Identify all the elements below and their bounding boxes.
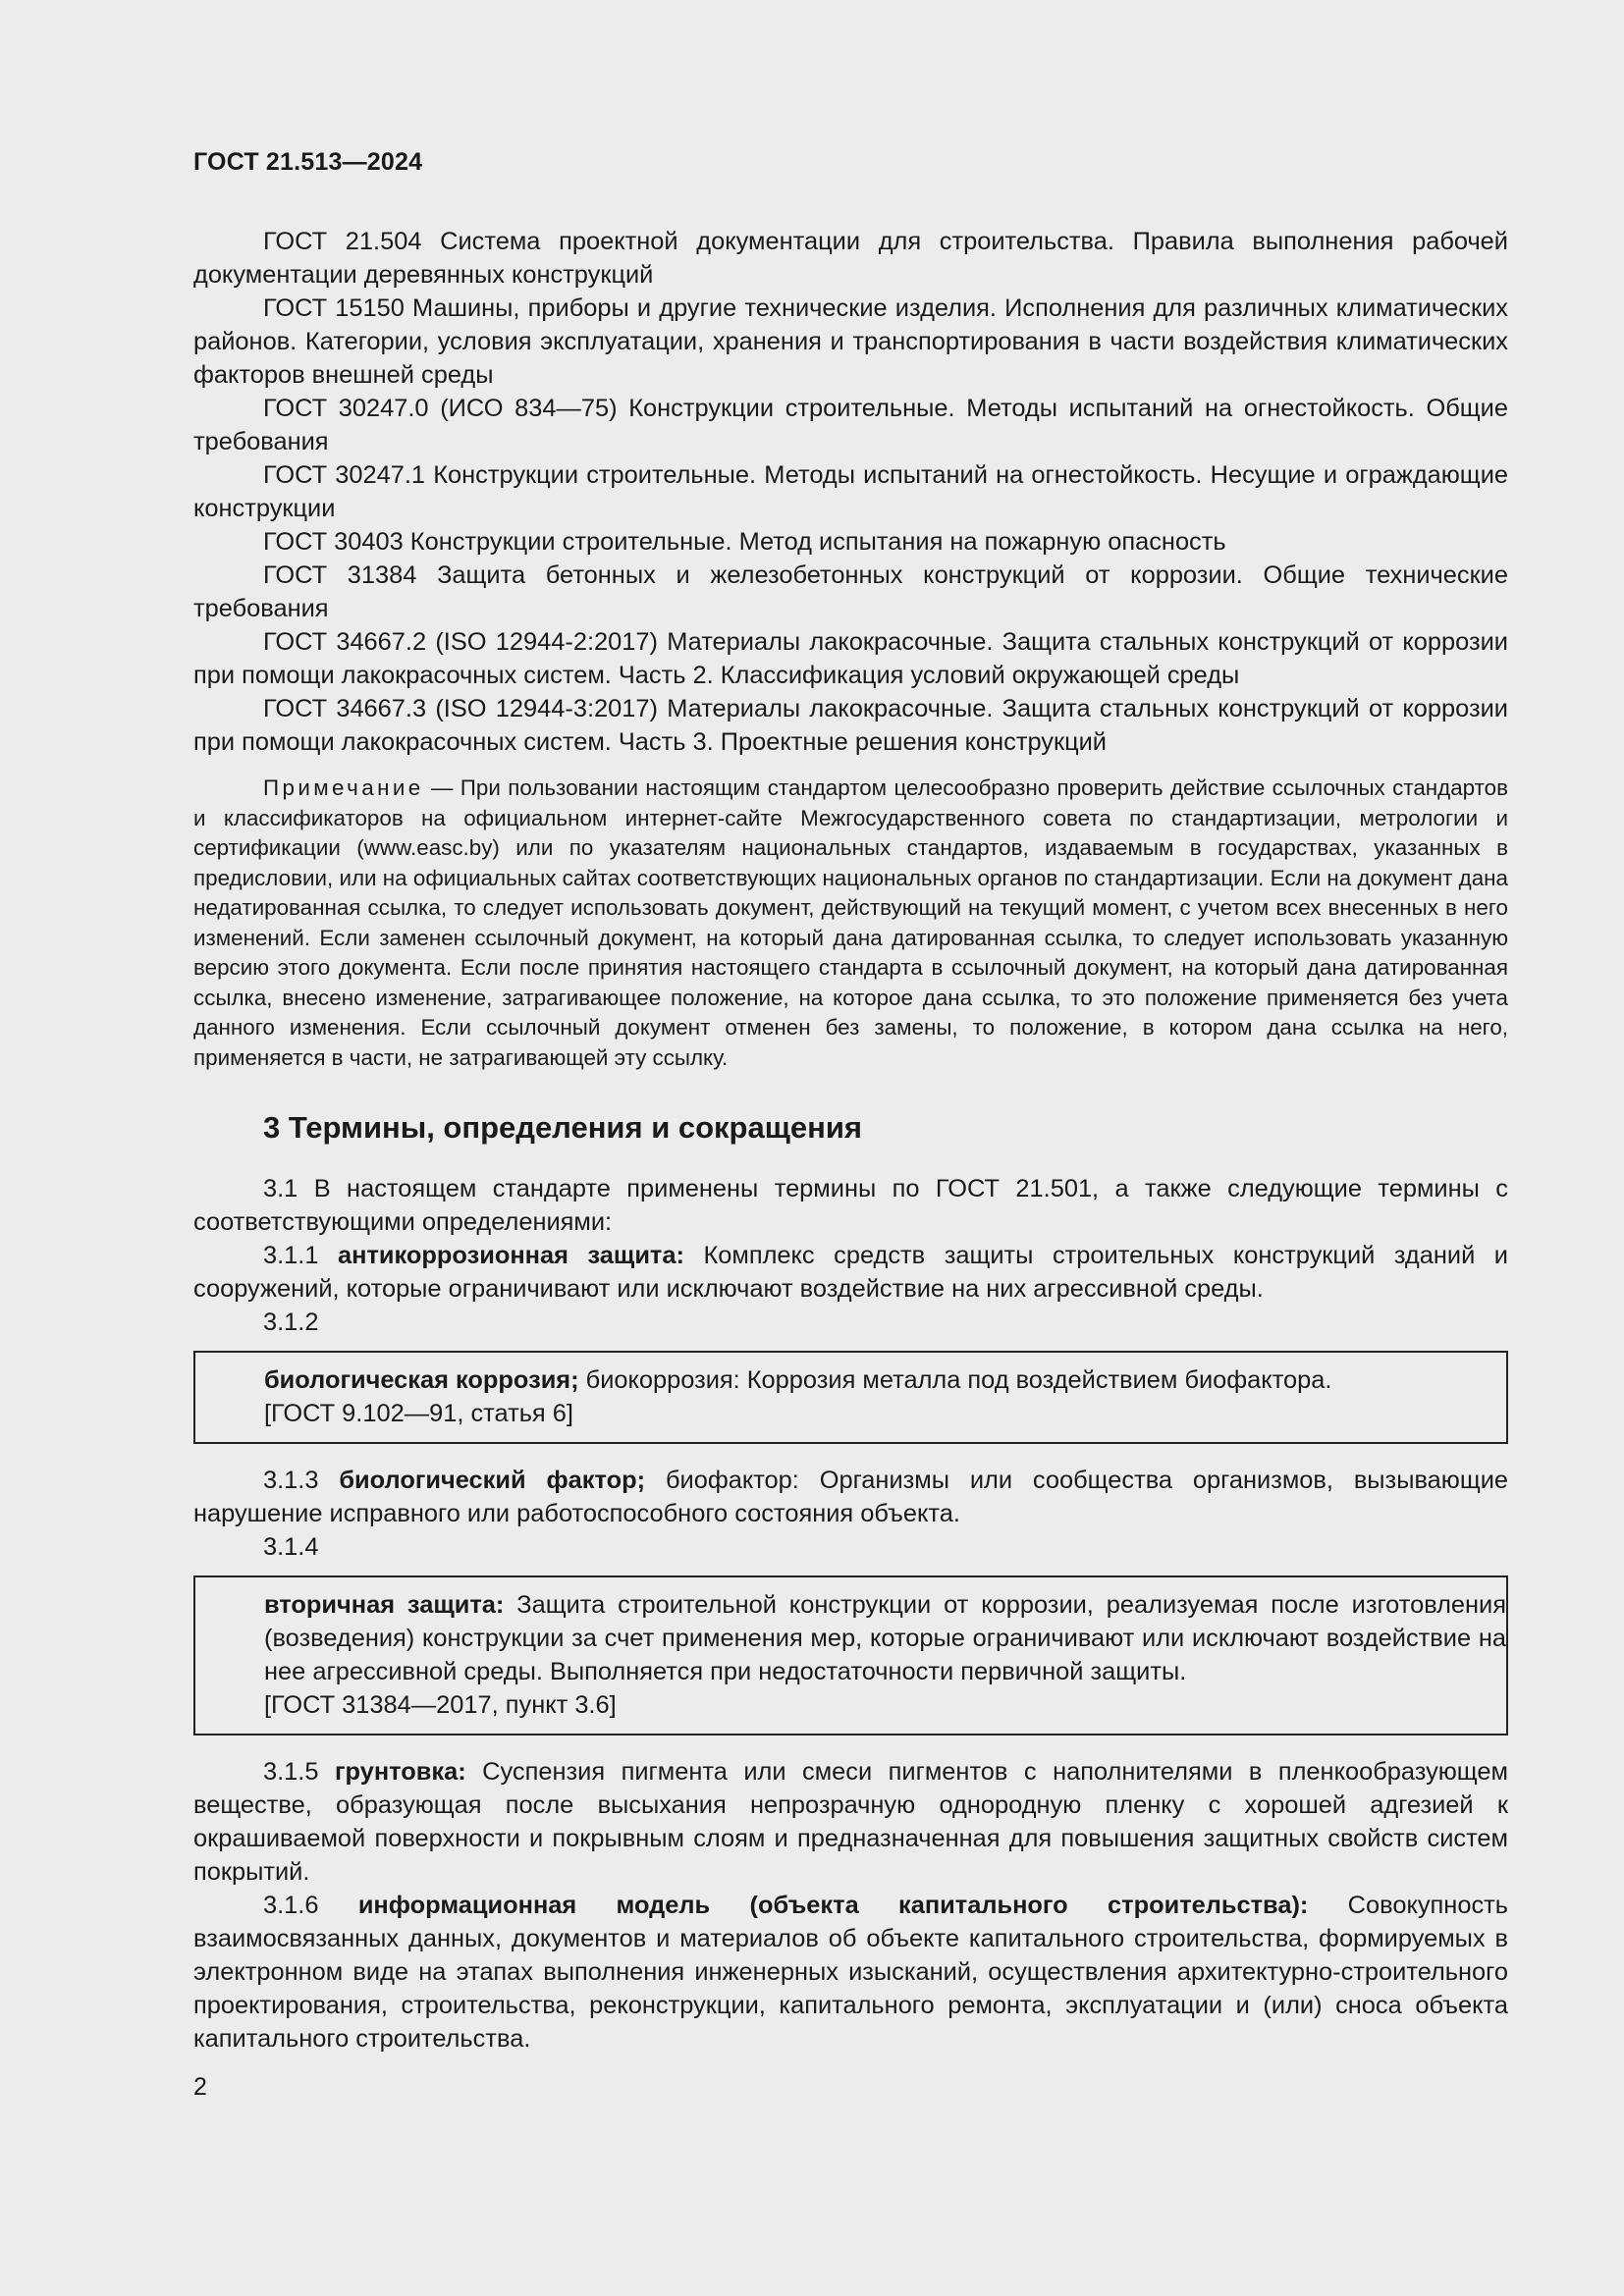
term-definition: Совокупность взаимосвязанных данных, документов и материалов об объекте капитального строительства, формируемых в электронном виде на этапах выполнения инженерных изысканий, осуществления архитектурно-строительного проектирования, строительства, реконструкции, капитального ремонта, эксплуатации и (или) сноса объекта капитального строительства. bbox=[193, 1892, 1509, 2053]
reference-item: ГОСТ 30247.1 Конструкции строительные. Методы испытаний на огнестойкость. Несущие и ограждающие конструкции bbox=[193, 461, 1508, 522]
term-number: 3.1.3 bbox=[263, 1467, 340, 1494]
reference-item: ГОСТ 15150 Машины, приборы и другие технические изделия. Исполнения для различных климатических районов. Категории, условия эксплуатации, хранения и транспортирования в части воздействия климатических факторов внешней среды bbox=[193, 294, 1508, 389]
term-definition: биофактор: Организмы или сообщества организмов, вызывающие нарушение исправного или работоспособного состояния объекта. bbox=[193, 1467, 1509, 1527]
reference-item: ГОСТ 31384 Защита бетонных и железобетонных конструкций от коррозии. Общие технические требования bbox=[193, 561, 1508, 622]
reference-item: ГОСТ 30247.0 (ИСО 834—75) Конструкции строительные. Методы испытаний на огнестойкость. Общие требования bbox=[193, 395, 1508, 455]
term-3-1-6 bbox=[193, 1889, 1508, 2056]
note-label: Примечание bbox=[263, 775, 424, 800]
term-name: биологическая коррозия; bbox=[264, 1366, 579, 1394]
term-name: вторичная защита: bbox=[264, 1591, 505, 1619]
term-3-1-1 bbox=[193, 1239, 1508, 1306]
term-number: 3.1.6 bbox=[263, 1892, 358, 1919]
term-definition: биокоррозия: Коррозия металла под воздействием биофактора. bbox=[578, 1366, 1332, 1394]
term-source: [ГОСТ 31384—2017, пункт 3.6] bbox=[264, 1691, 617, 1719]
term-name: информационная модель (объекта капитального строительства): bbox=[357, 1892, 1309, 1919]
term-number: 3.1.2 bbox=[263, 1308, 319, 1336]
term-number: 3.1.4 bbox=[263, 1533, 319, 1561]
term-box-3-1-2 bbox=[193, 1351, 1508, 1444]
term-3-1-4 bbox=[264, 1588, 1506, 1688]
reference-item: ГОСТ 30403 Конструкции строительные. Метод испытания на пожарную опасность bbox=[263, 528, 1226, 556]
section-title: 3 Термины, определения и сокращения bbox=[263, 1110, 862, 1145]
note-text: — При пользовании настоящим стандартом целесообразно проверить действие ссылочных стандартов и классификаторов на официальном интернет-сайте Межгосударственного совета по стандартизации, метрологии и сертификации (www.easc.by) или по указателям национальных стандартов, издаваемым в государствах, указанных в предисловии, или на официальных сайтах соответствующих национальных органов по стандартизации. Если на документ дана недатированная ссылка, то следует использовать документ, действующий на текущий момент, с учетом всех внесенных в него изменений. Если заменен ссылочный документ, на который дана датированная ссылка, то следует использовать указанную версию этого документа. Если после принятия настоящего стандарта в ссылочный документ, на который дана датированная ссылка, внесено изменение, затрагивающее положение, на которое дана ссылка, то это положение применяется без учета данного изменения. Если ссылочный документ отменен без замены, то положение, в котором дана ссылка на него, применяется в части, не затрагивающей эту ссылку. bbox=[193, 775, 1508, 1070]
section-intro: 3.1 В настоящем стандарте применены термины по ГОСТ 21.501, а также следующие термины с соответствующими определениями: bbox=[193, 1175, 1508, 1236]
term-3-1-5 bbox=[193, 1755, 1508, 1889]
term-name: грунтовка: bbox=[334, 1758, 466, 1786]
note-paragraph bbox=[193, 774, 1508, 1073]
reference-item: ГОСТ 34667.2 (ISO 12944-2:2017) Материалы лакокрасочные. Защита стальных конструкций от коррозии при помощи лакокрасочных систем. Часть 2. Классификация условий окружающей среды bbox=[193, 628, 1508, 689]
term-3-1-3 bbox=[193, 1464, 1508, 1530]
term-definition: Защита строительной конструкции от коррозии, реализуемая после изготовления (возведения) конструкции за счет применения мер, которые ограничивают или исключают воздействие на нее агрессивной среды. Выполняется при недостаточности первичной защиты. bbox=[264, 1591, 1506, 1685]
term-box-3-1-4 bbox=[193, 1575, 1508, 1735]
term-definition: Суспензия пигмента или смеси пигментов с наполнителями в пленкообразующем веществе, образующая после высыхания непрозрачную однородную пленку с хорошей адгезией к окрашиваемой поверхности и покрывным слоям и предназначенная для повышения защитных свойств систем покрытий. bbox=[193, 1758, 1508, 1886]
reference-item: ГОСТ 21.504 Система проектной документации для строительства. Правила выполнения рабочей документации деревянных конструкций bbox=[193, 228, 1508, 289]
term-source: [ГОСТ 9.102—91, статья 6] bbox=[264, 1400, 573, 1427]
term-number: 3.1.5 bbox=[263, 1758, 335, 1786]
page-number: 2 bbox=[193, 2073, 207, 2101]
term-name: биологический фактор; bbox=[339, 1467, 646, 1494]
document-header: ГОСТ 21.513—2024 bbox=[193, 148, 423, 176]
term-3-1-2 bbox=[264, 1363, 1506, 1397]
term-definition: Комплекс средств защиты строительных конструкций зданий и сооружений, которые ограничивают или исключают воздействие на них агрессивной среды. bbox=[193, 1242, 1508, 1303]
document-body bbox=[193, 225, 1508, 2056]
term-number: 3.1.1 bbox=[263, 1242, 339, 1269]
reference-item: ГОСТ 34667.3 (ISO 12944-3:2017) Материалы лакокрасочные. Защита стальных конструкций от коррозии при помощи лакокрасочных систем. Часть 3. Проектные решения конструкций bbox=[193, 695, 1508, 756]
term-name: антикоррозионная защита: bbox=[338, 1242, 684, 1269]
